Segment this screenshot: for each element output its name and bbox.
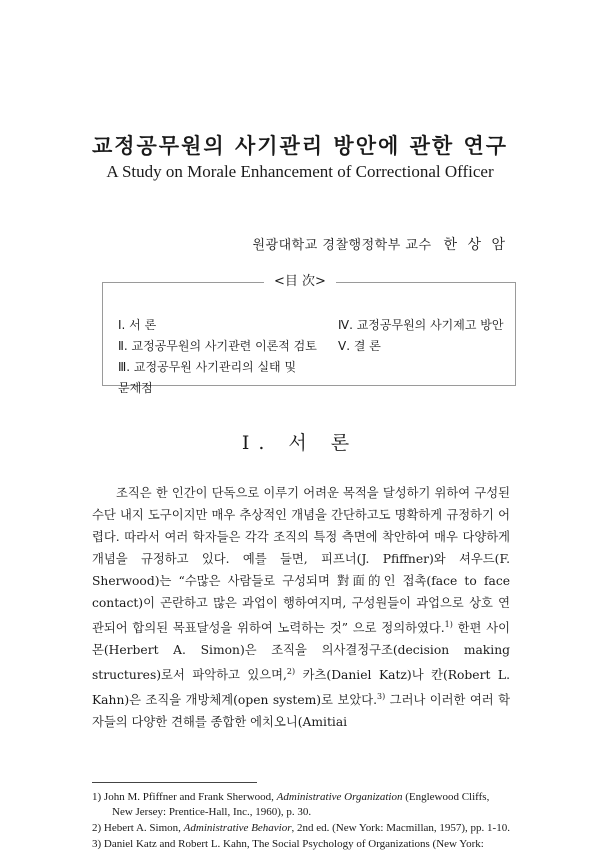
section-heading: Ⅰ. 서 론 xyxy=(241,432,359,454)
footnote-item: 1) John M. Pfiffner and Frank Sherwood, Administrative Organization (Englewood Cliffs, New Jersey: Prentice-Hall, Inc., 1960), p. 30. xyxy=(92,791,490,818)
paper-title-english: A Study on Morale Enhancement of Correctional Officer xyxy=(106,162,494,181)
author-name: 한 상 암 xyxy=(443,237,508,253)
footnote-item: 3) Daniel Katz and Robert L. Kahn, The Social Psychology of Organizations (New York: xyxy=(92,838,484,850)
footnote-ref[interactable]: 3) xyxy=(377,692,386,702)
author-affiliation: 원광대학교 경찰행정학부 교수 xyxy=(252,238,432,253)
toc-item[interactable]: Ⅳ. 교정공무원의 사기제고 방안 xyxy=(338,318,504,332)
toc-right-column xyxy=(338,315,518,357)
footnote-ref[interactable]: 2) xyxy=(286,667,296,677)
toc-item[interactable]: Ⅱ. 교정공무원의 사기관련 이론적 검토 xyxy=(118,339,317,353)
footnote-ref[interactable]: 1) xyxy=(444,620,453,629)
toc-heading: <目 次> xyxy=(0,270,600,289)
footnote-divider xyxy=(92,782,257,783)
toc-left-column xyxy=(118,315,328,399)
footnote-item: 2) Hebert A. Simon, Administrative Behavior, 2nd ed. (New York: Macmillan, 1957), pp. 1-10. xyxy=(92,822,510,834)
paper-title-korean: 교정공무원의 사기관리 방안에 관한 연구 xyxy=(91,133,509,158)
toc-item[interactable]: Ⅴ. 결 론 xyxy=(338,339,381,353)
toc-item[interactable]: Ⅰ. 서 론 xyxy=(118,318,157,332)
author-line xyxy=(252,234,508,254)
toc-item[interactable]: Ⅲ. 교정공무원 사기관리의 실태 및 문제점 xyxy=(118,360,297,395)
footnotes xyxy=(92,790,512,853)
body-paragraph: 조직은 한 인간이 단독으로 이루기 어려운 목적을 달성하기 위하여 구성된 수단 내지 도구이지만 매우 추상적인 개념을 간단하고도 명확하게 규정하기 어렵다. 따라서 여러 학자들은 각각 조직의 특정 측면에 착안하여 매우 다양하게 개념을 규정하고 있다. 예를 들면, 피프너(J. Pfiffner)와 셔우드(F. Sherwood)는 “수많은 사람들로 구성되며 對面的인 접촉(face to face contact)이 곤란하고 많은 과업이 행하여지며, 구성원들이 과업으로 상호 연관되어 합의된 목표달성을 위하여 노력하는 것” 으로 정의하였다.$^{1)}$ 한편 사이몬(Herbert A. Simon)은 조직을 의사결정구조(decision making structures)로서 파악하고 있으며,$^{2)}$ 카츠(Daniel Katz)나 칸(Robert L. Kahn)은 조직을 개방체계(open system)로 보았다.$^{3)}$ 그러나 이러한 여러 학자들의 다양한 견해를 종합한 에치오니(Amitiai xyxy=(92,486,510,730)
